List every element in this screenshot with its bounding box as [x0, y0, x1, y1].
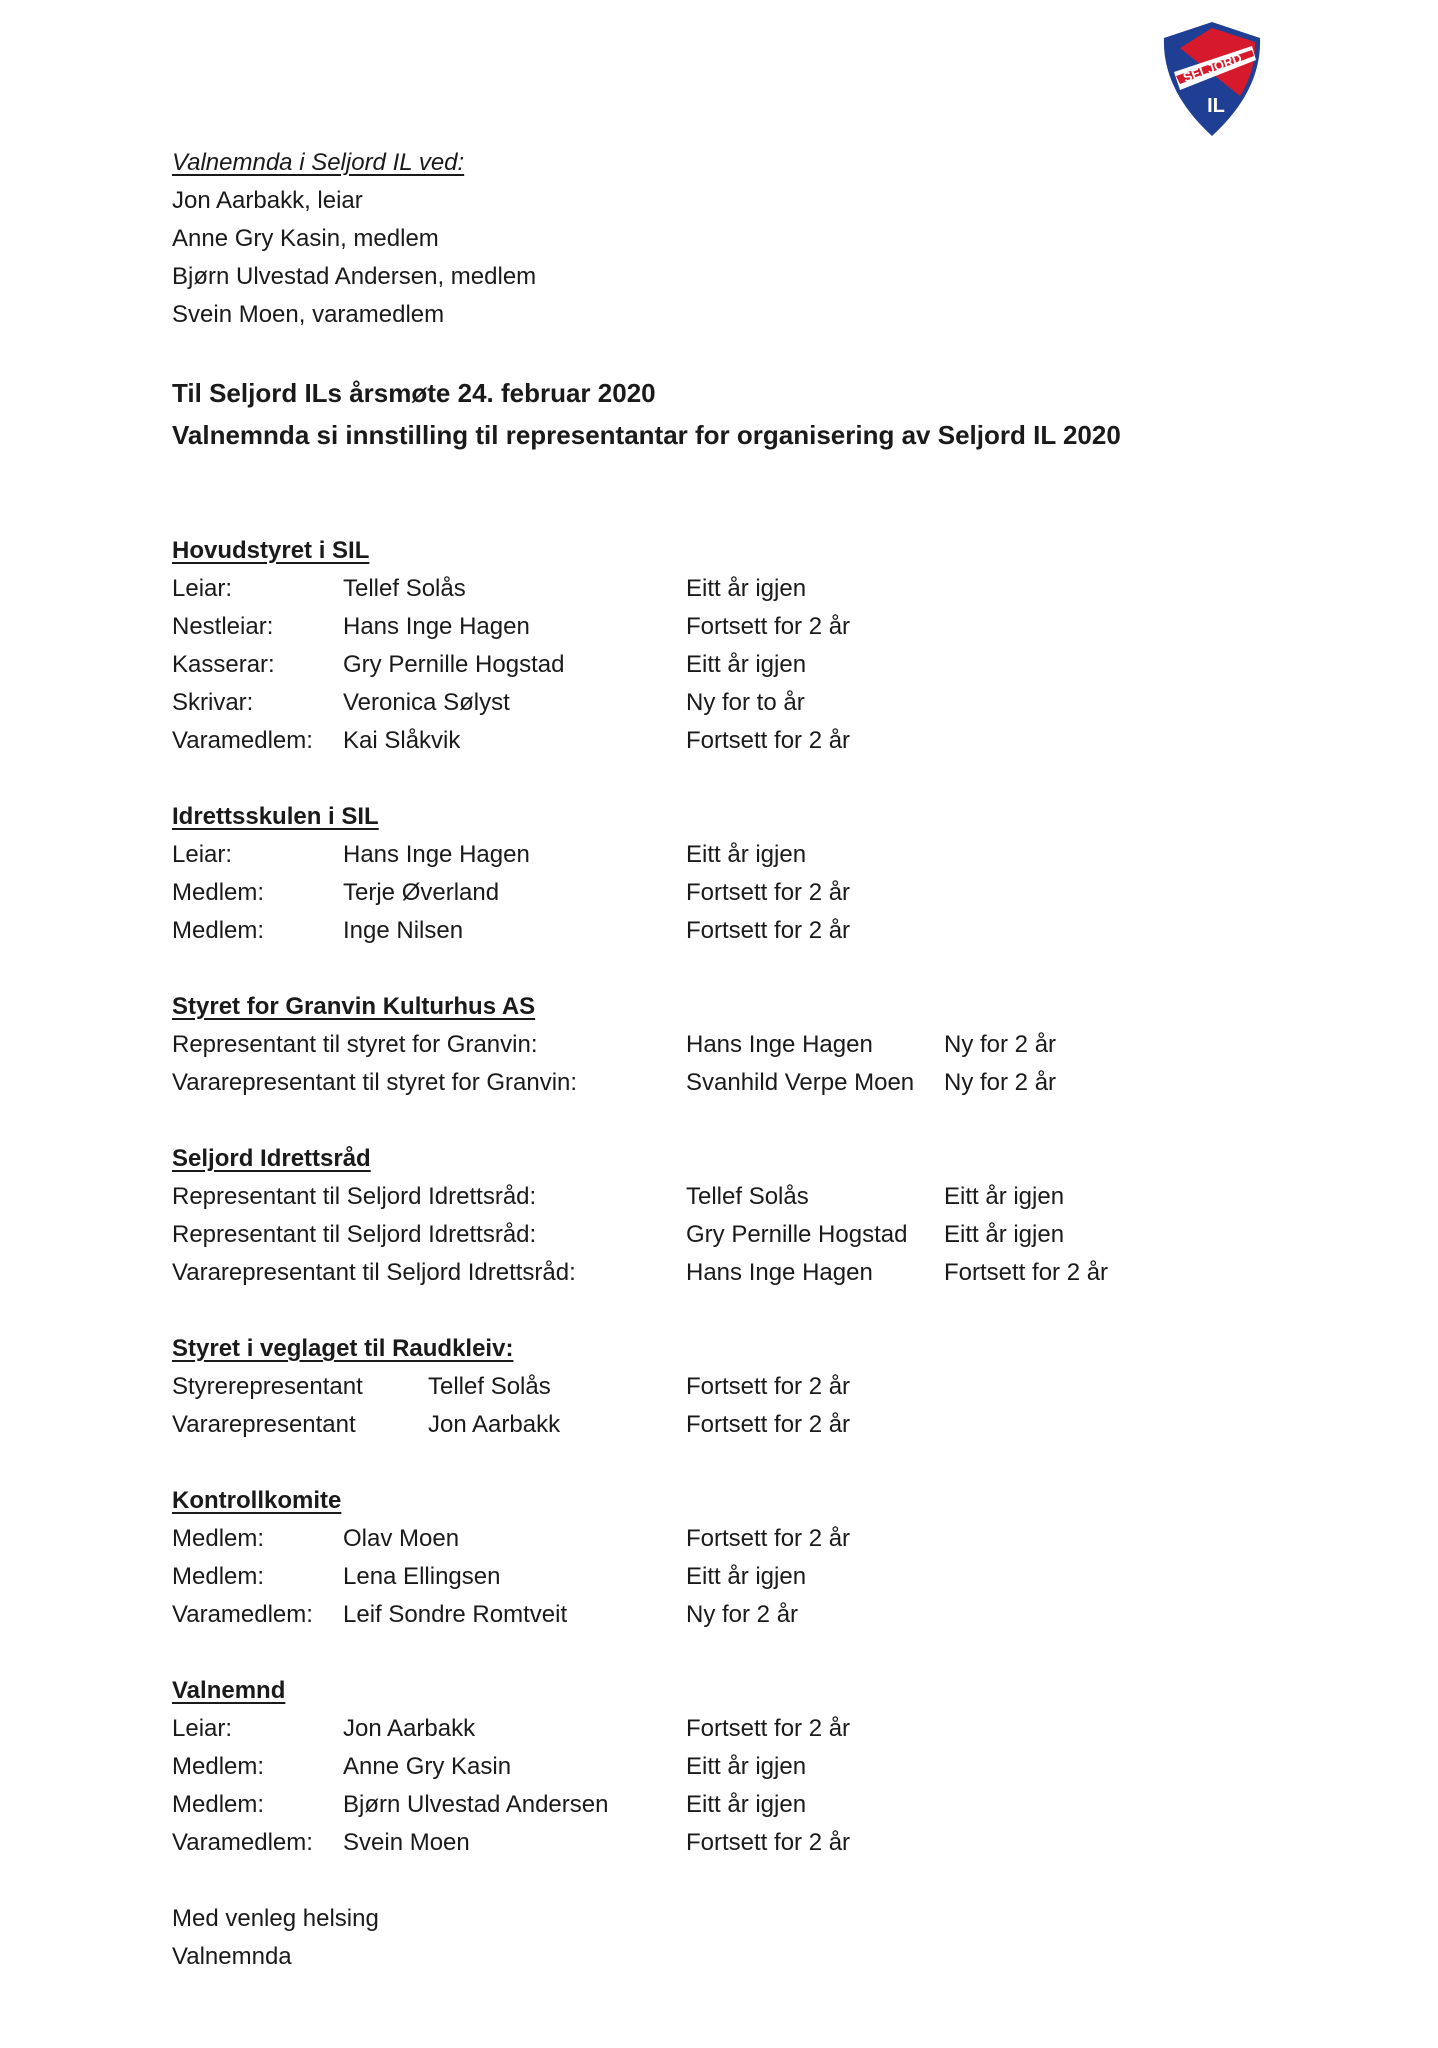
role-label: Leiar: — [172, 1715, 233, 1742]
person-name: Tellef Solås — [343, 575, 466, 602]
person-name: Hans Inge Hagen — [686, 1259, 873, 1286]
committee-member: Svein Moen, varamedlem — [172, 301, 445, 328]
table-row — [172, 874, 1322, 912]
committee-member: Jon Aarbakk, leiar — [172, 187, 363, 214]
person-name: Gry Pernille Hogstad — [686, 1221, 908, 1248]
role-label: Medlem: — [172, 1753, 265, 1780]
person-name: Inge Nilsen — [343, 917, 464, 944]
role-label: Representant til Seljord Idrettsråd: — [172, 1183, 537, 1210]
role-label: Medlem: — [172, 1791, 265, 1818]
term-status: Fortsett for 2 år — [686, 1829, 851, 1856]
section-title-idrettsskulen: Idrettsskulen i SIL — [172, 803, 379, 830]
role-label: Kasserar: — [172, 651, 275, 678]
committee-member: Anne Gry Kasin, medlem — [172, 225, 439, 252]
term-status: Fortsett for 2 år — [686, 727, 851, 754]
person-name: Olav Moen — [343, 1525, 460, 1552]
table-row — [172, 570, 1322, 608]
table-row — [172, 1710, 1322, 1748]
section-title-granvin: Styret for Granvin Kulturhus AS — [172, 993, 536, 1020]
table-row — [172, 836, 1322, 874]
table-row — [172, 1064, 1322, 1102]
person-name: Hans Inge Hagen — [343, 841, 530, 868]
table-row — [172, 1748, 1322, 1786]
term-status: Fortsett for 2 år — [686, 1525, 851, 1552]
term-status: Fortsett for 2 år — [686, 917, 851, 944]
section-title-kontrollkomite: Kontrollkomite — [172, 1487, 342, 1514]
table-row — [172, 1596, 1322, 1634]
person-name: Tellef Solås — [686, 1183, 809, 1210]
table-row — [172, 1406, 1322, 1444]
person-name: Tellef Solås — [428, 1373, 551, 1400]
table-row — [172, 1216, 1322, 1254]
person-name: Hans Inge Hagen — [686, 1031, 873, 1058]
person-name: Kai Slåkvik — [343, 727, 461, 754]
section-title-hovudstyret: Hovudstyret i SIL — [172, 537, 370, 564]
term-status: Fortsett for 2 år — [686, 613, 851, 640]
table-row — [172, 1368, 1322, 1406]
table-row — [172, 608, 1322, 646]
role-label: Vararepresentant til styret for Granvin: — [172, 1069, 578, 1096]
committee-member: Bjørn Ulvestad Andersen, medlem — [172, 263, 537, 290]
table-row — [172, 1254, 1322, 1292]
term-status: Fortsett for 2 år — [686, 1411, 851, 1438]
role-label: Representant til Seljord Idrettsråd: — [172, 1221, 537, 1248]
term-status: Ny for to år — [686, 689, 805, 716]
term-status: Fortsett for 2 år — [944, 1259, 1109, 1286]
person-name: Lena Ellingsen — [343, 1563, 501, 1590]
table-row — [172, 1026, 1322, 1064]
term-status: Ny for 2 år — [944, 1069, 1057, 1096]
role-label: Vararepresentant — [172, 1411, 356, 1438]
committee-heading: Valnemnda i Seljord IL ved: — [172, 149, 465, 176]
term-status: Fortsett for 2 år — [686, 879, 851, 906]
role-label: Medlem: — [172, 917, 265, 944]
term-status: Eitt år igjen — [686, 1753, 807, 1780]
term-status: Eitt år igjen — [944, 1221, 1065, 1248]
person-name: Svein Moen — [343, 1829, 470, 1856]
person-name: Terje Øverland — [343, 879, 500, 906]
person-name: Jon Aarbakk — [343, 1715, 476, 1742]
term-status: Ny for 2 år — [944, 1031, 1057, 1058]
role-label: Medlem: — [172, 879, 265, 906]
closing-greeting: Med venleg helsing — [172, 1905, 379, 1932]
table-row — [172, 646, 1322, 684]
person-name: Veronica Sølyst — [343, 689, 510, 716]
term-status: Eitt år igjen — [686, 1791, 807, 1818]
table-row — [172, 1824, 1322, 1862]
section-title-idrettsraad: Seljord Idrettsråd — [172, 1145, 371, 1172]
role-label: Vararepresentant til Seljord Idrettsråd: — [172, 1259, 576, 1286]
logo-text: SELJORD — [1181, 50, 1244, 86]
table-row — [172, 1786, 1322, 1824]
person-name: Hans Inge Hagen — [343, 613, 530, 640]
term-status: Fortsett for 2 år — [686, 1373, 851, 1400]
term-status: Eitt år igjen — [944, 1183, 1065, 1210]
role-label: Representant til styret for Granvin: — [172, 1031, 538, 1058]
table-row — [172, 1520, 1322, 1558]
term-status: Ny for 2 år — [686, 1601, 799, 1628]
document-body — [172, 144, 1322, 1976]
term-status: Eitt år igjen — [686, 841, 807, 868]
role-label: Medlem: — [172, 1525, 265, 1552]
person-name: Leif Sondre Romtveit — [343, 1601, 568, 1628]
person-name: Gry Pernille Hogstad — [343, 651, 565, 678]
logo-initials: IL — [1207, 95, 1225, 117]
section-title-veglaget: Styret i veglaget til Raudkleiv: — [172, 1335, 514, 1362]
closing-signature: Valnemnda — [172, 1943, 292, 1970]
shield-logo-icon — [1160, 20, 1264, 140]
role-label: Skrivar: — [172, 689, 254, 716]
term-status: Eitt år igjen — [686, 575, 807, 602]
role-label: Varamedlem: — [172, 1829, 313, 1856]
table-row — [172, 912, 1322, 950]
term-status: Eitt år igjen — [686, 1563, 807, 1590]
table-row — [172, 684, 1322, 722]
section-title-valnemnd: Valnemnd — [172, 1677, 286, 1704]
role-label: Varamedlem: — [172, 1601, 313, 1628]
term-status: Fortsett for 2 år — [686, 1715, 851, 1742]
table-row — [172, 722, 1322, 760]
term-status: Eitt år igjen — [686, 651, 807, 678]
meeting-title: Til Seljord ILs årsmøte 24. februar 2020 — [172, 378, 656, 408]
table-row — [172, 1178, 1322, 1216]
seljord-il-logo — [1160, 20, 1264, 140]
person-name: Bjørn Ulvestad Andersen — [343, 1791, 609, 1818]
role-label: Styrerepresentant — [172, 1373, 363, 1400]
person-name: Anne Gry Kasin — [343, 1753, 512, 1780]
subject-title: Valnemnda si innstilling til representantar for organisering av Seljord IL 2020 — [172, 420, 1121, 450]
person-name: Svanhild Verpe Moen — [686, 1069, 915, 1096]
role-label: Varamedlem: — [172, 727, 313, 754]
role-label: Medlem: — [172, 1563, 265, 1590]
person-name: Jon Aarbakk — [428, 1411, 561, 1438]
role-label: Leiar: — [172, 575, 233, 602]
role-label: Nestleiar: — [172, 613, 274, 640]
table-row — [172, 1558, 1322, 1596]
role-label: Leiar: — [172, 841, 233, 868]
